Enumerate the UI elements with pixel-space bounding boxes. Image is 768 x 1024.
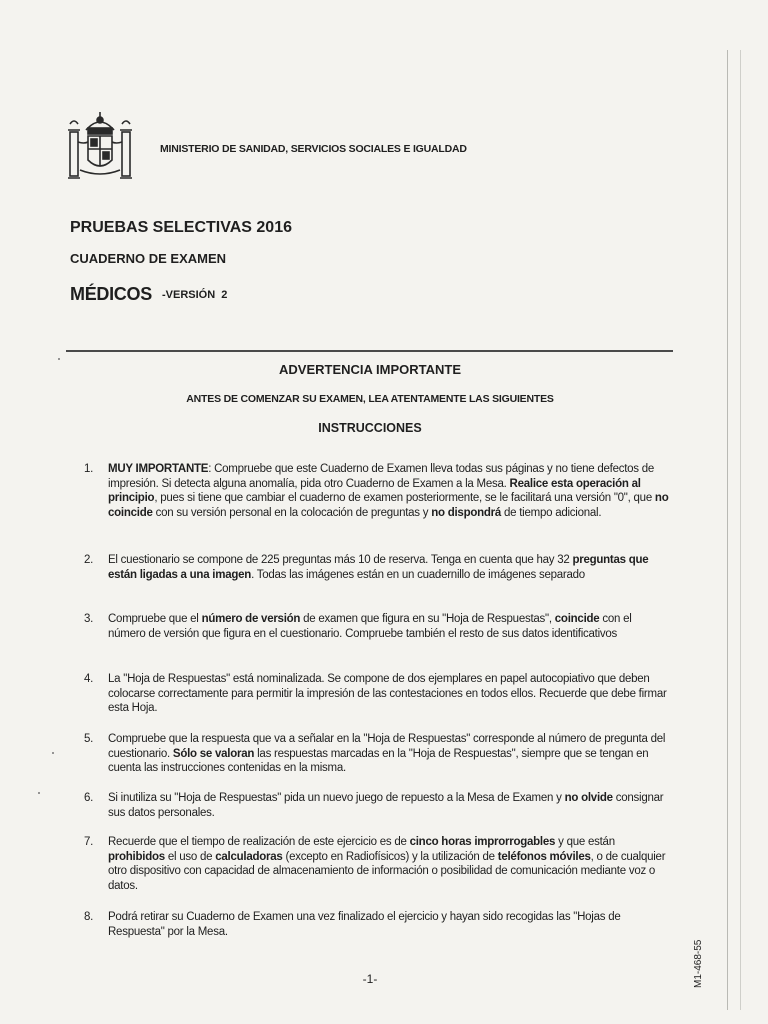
instruction-emphasis: MUY IMPORTANTE	[108, 463, 209, 475]
instruction-run: La "Hoja de Respuestas" está nominalizada. Se compone de dos ejemplares en papel autocopiativo que deben colocarse correctamente para permitir la impresión de las contestaciones en todos ellos. Recuerde que debe firmar esta Hoja.	[108, 673, 667, 714]
coat-of-arms-logo	[64, 108, 136, 190]
instruction-text	[108, 835, 670, 893]
warning-title: ADVERTENCIA IMPORTANTE	[279, 362, 461, 377]
instruction-text	[108, 732, 670, 776]
instruction-run: Compruebe que la respuesta que va a señalar en la "Hoja de Respuestas" corresponde al número de pregunta del cuestionario.	[108, 733, 666, 760]
page-edge-line	[740, 50, 741, 1010]
ministry-name: MINISTERIO DE SANIDAD, SERVICIOS SOCIALES E IGUALDAD	[160, 143, 467, 155]
instruction-text	[108, 553, 670, 582]
exam-subtitle: CUADERNO DE EXAMEN	[70, 251, 227, 266]
instruction-number: 6.	[84, 792, 94, 804]
instruction-run: de tiempo adicional.	[501, 506, 602, 519]
document-code: M1-468-55	[693, 939, 704, 988]
page-edge-line	[727, 50, 728, 1010]
instruction-emphasis: no olvide	[564, 792, 613, 804]
instruction-run: las respuestas marcadas en la "Hoja de Respuestas", siempre que se tengan en cuenta las instrucciones contenidas en la misma.	[108, 747, 649, 774]
instruction-emphasis: no dispondrá	[431, 506, 502, 519]
instruction-number: 1.	[84, 463, 94, 475]
instruction-item-4	[84, 672, 670, 716]
instruction-run: . Todas las imágenes están en un cuadernillo de imágenes separado	[251, 568, 585, 581]
instructions-heading: INSTRUCCIONES	[318, 421, 422, 435]
instruction-item-7	[84, 835, 670, 893]
instruction-run: El cuestionario se compone de 225 preguntas más 10 de reserva. Tenga en cuenta que hay 32	[108, 554, 573, 566]
instruction-text	[108, 910, 670, 939]
instruction-run: , o de cualquier otro dispositivo con capacidad de almacenamiento de información o posibilidad de comunicación mediante voz o datos.	[108, 850, 666, 892]
instruction-number: 7.	[84, 836, 94, 848]
instruction-number: 5.	[84, 733, 94, 745]
page-number: -1-	[362, 972, 378, 986]
instruction-item-1	[84, 462, 670, 520]
instruction-number: 3.	[84, 613, 94, 625]
version-label-text: -VERSIÓN	[162, 289, 216, 301]
instruction-text	[108, 791, 670, 820]
warning-subtitle: ANTES DE COMENZAR SU EXAMEN, LEA ATENTAMENTE LAS SIGUIENTES	[186, 393, 554, 405]
instruction-run: Compruebe que el	[108, 613, 202, 625]
instruction-emphasis: coincide	[554, 613, 600, 625]
instruction-run: y que están	[555, 836, 615, 848]
header-divider	[66, 350, 673, 352]
version-number: 2	[221, 289, 228, 301]
instruction-item-3	[84, 612, 670, 641]
instruction-run: consignar sus datos personales.	[108, 792, 664, 819]
instruction-item-2	[84, 553, 670, 582]
instruction-run: con el número de versión que figura en el cuestionario. Compruebe también el resto de sus datos identificativos	[108, 613, 632, 640]
instruction-emphasis: prohibidos	[108, 850, 165, 863]
instruction-emphasis: cinco horas improrrogables	[409, 836, 556, 848]
instruction-emphasis: teléfonos móviles	[497, 850, 591, 863]
instruction-number: 4.	[84, 673, 94, 685]
instruction-run: Si inutiliza su "Hoja de Respuestas" pida un nuevo juego de repuesto a la Mesa de Examen y	[108, 792, 565, 804]
instruction-emphasis: no coincide	[108, 492, 669, 519]
instruction-run: Recuerde que el tiempo de realización de este ejercicio es de	[108, 836, 410, 848]
specialty-title: MÉDICOS	[70, 284, 152, 304]
instruction-emphasis: preguntas que están ligadas a una imagen	[108, 554, 649, 581]
instruction-run: : Compruebe que este Cuaderno de Examen lleva todas sus páginas y no tiene defectos de impresión. Si detecta alguna anomalía, pida otro Cuaderno de Examen a la Mesa.	[108, 463, 655, 490]
instruction-text	[108, 612, 670, 641]
instruction-emphasis: Sólo se valoran	[172, 747, 255, 760]
instruction-run: (excepto en Radiofísicos) y la utilización de	[282, 850, 498, 863]
scan-speck	[58, 358, 60, 360]
instruction-item-5	[84, 732, 670, 776]
instruction-item-6	[84, 791, 670, 820]
instruction-emphasis: Realice esta operación al principio	[108, 477, 641, 504]
instruction-run: de examen que figura en su "Hoja de Respuestas",	[300, 613, 555, 625]
scan-speck	[52, 752, 54, 754]
instruction-number: 8.	[84, 911, 94, 923]
instruction-text	[108, 462, 670, 520]
instruction-run: con su versión personal en la colocación de preguntas y	[152, 506, 432, 519]
instruction-run: Podrá retirar su Cuaderno de Examen una vez finalizado el ejercicio y hayan sido recogidas las "Hojas de Respuesta" por la Mesa.	[108, 911, 621, 938]
instruction-run: el uso de	[164, 850, 216, 863]
exam-title: PRUEBAS SELECTIVAS 2016	[70, 219, 292, 236]
scan-speck	[38, 792, 40, 794]
instruction-emphasis: calculadoras	[215, 850, 283, 863]
instruction-run: , pues si tiene que cambiar el cuaderno de examen posteriormente, se le facilitará una versión "0", que	[154, 492, 655, 504]
version-label	[162, 289, 227, 301]
instruction-text	[108, 672, 670, 716]
instruction-number: 2.	[84, 554, 94, 566]
instruction-item-8	[84, 910, 670, 939]
instruction-emphasis: número de versión	[201, 613, 301, 625]
